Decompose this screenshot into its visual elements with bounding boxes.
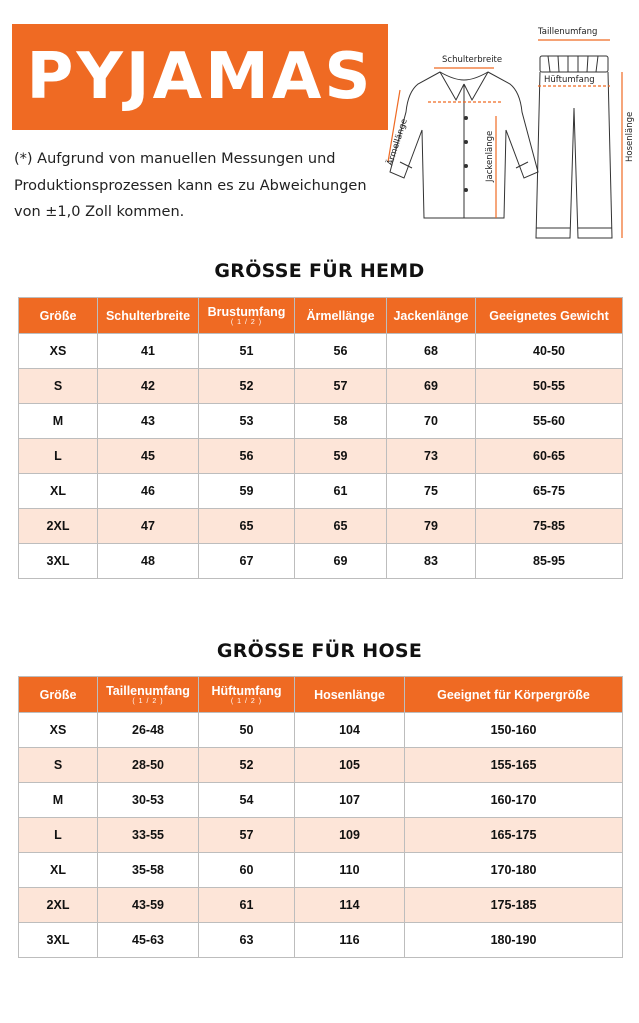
title-banner <box>12 24 388 130</box>
table-cell: XL <box>19 853 98 888</box>
table-row <box>19 474 623 509</box>
pants-length-label: Hosenlänge <box>625 111 635 162</box>
table-cell: 73 <box>387 439 476 474</box>
table-cell: 47 <box>98 509 199 544</box>
table-cell: 45-63 <box>98 923 199 958</box>
column-header-note: ( 1 / 2 ) <box>230 318 263 326</box>
table-row <box>19 334 623 369</box>
column-header-note: ( 1 / 2 ) <box>230 697 263 705</box>
table-cell: 79 <box>387 509 476 544</box>
table-row <box>19 439 623 474</box>
table-cell: 26-48 <box>98 713 199 748</box>
table-cell: 107 <box>295 783 405 818</box>
table-cell: 65 <box>295 509 387 544</box>
column-header <box>199 677 295 713</box>
column-header <box>98 298 199 334</box>
table-row <box>19 544 623 579</box>
column-header <box>405 677 623 713</box>
shirt-table-title: GRÖSSE FÜR HEMD <box>214 260 425 282</box>
table-cell: 59 <box>199 474 295 509</box>
table-cell: 175-185 <box>405 888 623 923</box>
table-cell: 30-53 <box>98 783 199 818</box>
table-cell: 155-165 <box>405 748 623 783</box>
table-cell: 85-95 <box>476 544 623 579</box>
pants-table-body <box>19 713 623 958</box>
table-cell: 69 <box>387 369 476 404</box>
table-cell: S <box>19 369 98 404</box>
column-header <box>19 298 98 334</box>
table-row <box>19 404 623 439</box>
column-header <box>295 677 405 713</box>
column-header-label: Jackenlänge <box>393 308 469 323</box>
table-row <box>19 783 623 818</box>
table-cell: L <box>19 818 98 853</box>
table-cell: 53 <box>199 404 295 439</box>
table-cell: 43-59 <box>98 888 199 923</box>
table-cell: 83 <box>387 544 476 579</box>
table-cell: 75-85 <box>476 509 623 544</box>
table-cell: 57 <box>199 818 295 853</box>
table-cell: 105 <box>295 748 405 783</box>
table-cell: 57 <box>295 369 387 404</box>
column-header <box>387 298 476 334</box>
table-cell: 65 <box>199 509 295 544</box>
table-cell: XL <box>19 474 98 509</box>
table-row <box>19 888 623 923</box>
table-cell: 54 <box>199 783 295 818</box>
table-cell: 165-175 <box>405 818 623 853</box>
table-cell: 41 <box>98 334 199 369</box>
column-header <box>19 677 98 713</box>
table-cell: 150-160 <box>405 713 623 748</box>
shirt-sketch-icon <box>390 72 538 218</box>
shoulder-label: Schulterbreite <box>442 55 503 65</box>
waist-label: Taillenumfang <box>538 27 598 37</box>
column-header-label: Geeignetes Gewicht <box>489 308 609 323</box>
table-cell: 48 <box>98 544 199 579</box>
disclaimer-text: (*) Aufgrund von manuellen Messungen und Produktionsprozessen kann es zu Abweichungen von ±1,0 Zoll kommen. <box>14 151 367 220</box>
table-cell: 58 <box>295 404 387 439</box>
pants-table-title: GRÖSSE FÜR HOSE <box>216 640 423 662</box>
column-header-label: Geeignet für Körpergröße <box>437 687 590 702</box>
table-cell: 63 <box>199 923 295 958</box>
table-cell: 42 <box>98 369 199 404</box>
table-cell: 28-50 <box>98 748 199 783</box>
table-cell: 69 <box>295 544 387 579</box>
table-row <box>19 853 623 888</box>
table-cell: M <box>19 404 98 439</box>
table-cell: 109 <box>295 818 405 853</box>
table-cell: L <box>19 439 98 474</box>
table-cell: XS <box>19 334 98 369</box>
table-cell: 52 <box>199 369 295 404</box>
table-cell: 2XL <box>19 509 98 544</box>
table-cell: 160-170 <box>405 783 623 818</box>
table-cell: 170-180 <box>405 853 623 888</box>
table-cell: 56 <box>295 334 387 369</box>
table-cell: 67 <box>199 544 295 579</box>
table-cell: XS <box>19 713 98 748</box>
hip-label: Hüftumfang <box>544 75 595 85</box>
column-header <box>199 298 295 334</box>
table-cell: 70 <box>387 404 476 439</box>
banner-title: PYJAMAS <box>26 40 374 114</box>
column-header-label: Schulterbreite <box>105 308 191 323</box>
table-cell: 45 <box>98 439 199 474</box>
table-row <box>19 923 623 958</box>
table-cell: 3XL <box>19 923 98 958</box>
table-cell: 104 <box>295 713 405 748</box>
table-cell: 61 <box>199 888 295 923</box>
table-cell: 3XL <box>19 544 98 579</box>
table-cell: 61 <box>295 474 387 509</box>
table-cell: 114 <box>295 888 405 923</box>
table-cell: 110 <box>295 853 405 888</box>
sleeve-label: Ärmellänge <box>385 117 410 167</box>
table-cell: 46 <box>98 474 199 509</box>
table-cell: 50-55 <box>476 369 623 404</box>
shirt-size-table <box>18 297 623 579</box>
table-row <box>19 713 623 748</box>
table-cell: 60-65 <box>476 439 623 474</box>
measurement-diagram <box>378 22 636 244</box>
pants-size-table <box>18 676 623 958</box>
jacket-label: Jackenlänge <box>485 130 495 182</box>
table-cell: 68 <box>387 334 476 369</box>
table-cell: 180-190 <box>405 923 623 958</box>
table-cell: 35-58 <box>98 853 199 888</box>
pajama-sketch <box>378 22 636 244</box>
column-header-label: Hosenlänge <box>314 687 385 702</box>
table-row <box>19 369 623 404</box>
column-header-label: Taillenumfang <box>106 683 190 698</box>
table-cell: 40-50 <box>476 334 623 369</box>
column-header <box>295 298 387 334</box>
table-cell: 65-75 <box>476 474 623 509</box>
table-cell: M <box>19 783 98 818</box>
table-cell: 33-55 <box>98 818 199 853</box>
column-header <box>476 298 623 334</box>
shirt-header-row <box>19 298 623 334</box>
column-header-label: Größe <box>39 687 77 702</box>
pants-header-row <box>19 677 623 713</box>
shirt-table-body <box>19 334 623 579</box>
column-header-note: ( 1 / 2 ) <box>132 697 164 705</box>
column-header <box>98 677 199 713</box>
column-header-label: Größe <box>39 308 77 323</box>
table-cell: 59 <box>295 439 387 474</box>
table-cell: 2XL <box>19 888 98 923</box>
table-cell: 55-60 <box>476 404 623 439</box>
table-cell: 60 <box>199 853 295 888</box>
table-cell: 75 <box>387 474 476 509</box>
column-header-label: Brustumfang <box>207 304 286 319</box>
column-header-label: Hüftumfang <box>211 683 282 698</box>
table-row <box>19 748 623 783</box>
table-row <box>19 818 623 853</box>
table-cell: 51 <box>199 334 295 369</box>
table-cell: 116 <box>295 923 405 958</box>
table-cell: 56 <box>199 439 295 474</box>
table-cell: 43 <box>98 404 199 439</box>
table-cell: 52 <box>199 748 295 783</box>
table-cell: S <box>19 748 98 783</box>
table-row <box>19 509 623 544</box>
column-header-label: Ärmellänge <box>306 308 375 323</box>
table-cell: 50 <box>199 713 295 748</box>
